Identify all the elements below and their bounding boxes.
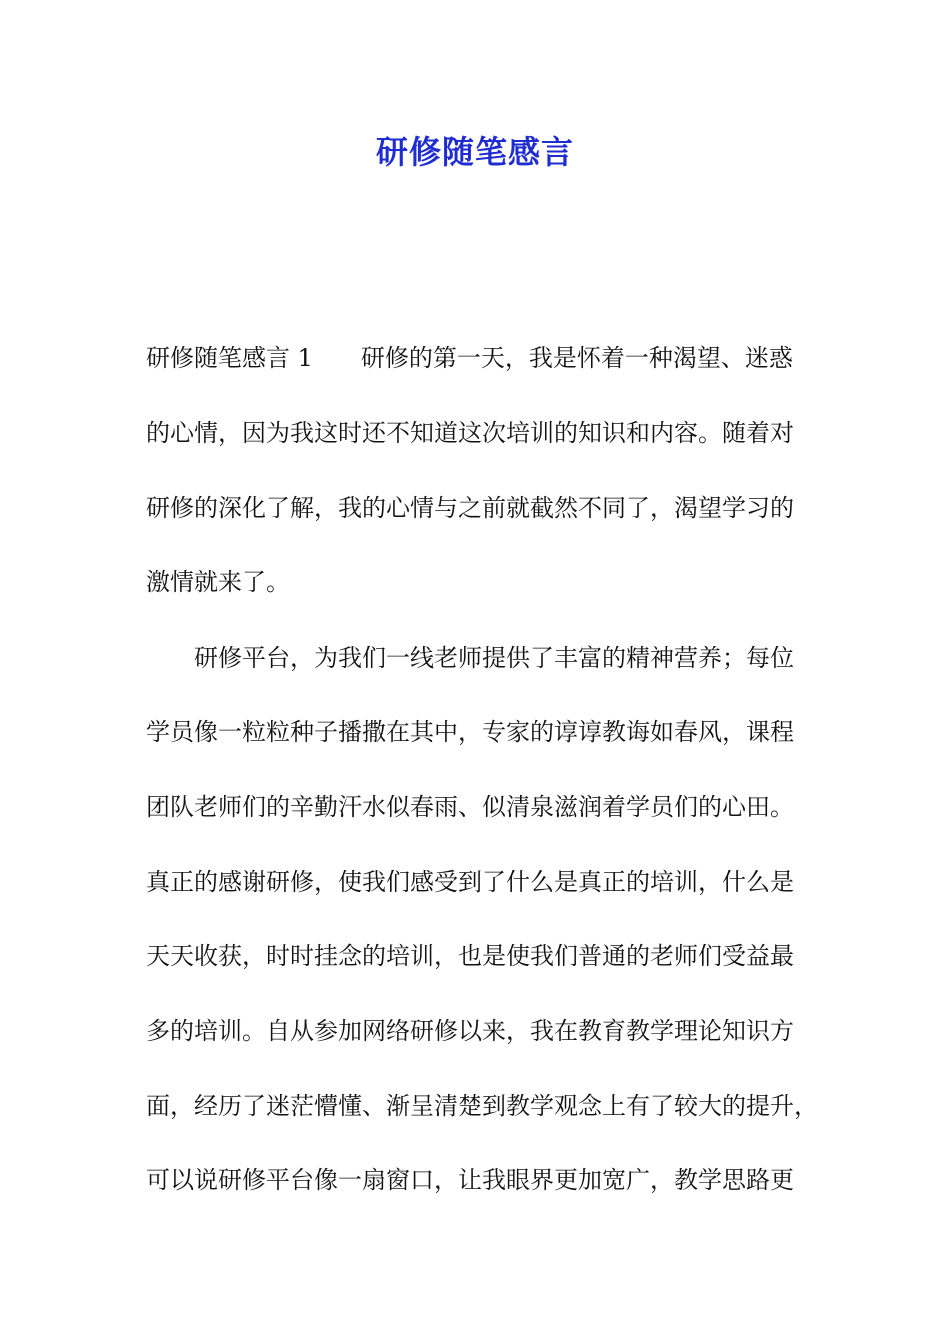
text-line: 的心情，因为我这时还不知道这次培训的知识和内容。随着对 — [146, 419, 794, 447]
text-line: 可以说研修平台像一扇窗口，让我眼界更加宽广，教学思路更 — [146, 1166, 794, 1194]
document-title: 研修随笔感言 — [375, 133, 574, 171]
text-line: 研修随笔感言 1 研修的第一天，我是怀着一种渴望、迷惑 — [146, 344, 793, 372]
text-line: 多的培训。自从参加网络研修以来，我在教育教学理论知识方 — [146, 1017, 794, 1045]
text-line: 学员像一粒粒种子播撒在其中，专家的谆谆教诲如春风，课程 — [146, 718, 794, 746]
text-line: 研修的深化了解，我的心情与之前就截然不同了，渴望学习的 — [146, 494, 794, 522]
text-line: 面，经历了迷茫懵懂、渐呈清楚到教学观念上有了较大的提升， — [146, 1092, 818, 1120]
text-line: 天天收获，时时挂念的培训，也是使我们普通的老师们受益最 — [146, 942, 794, 970]
text-line: 激情就来了。 — [146, 568, 290, 596]
text-line: 团队老师们的辛勤汗水似春雨、似清泉滋润着学员们的心田。 — [146, 793, 794, 821]
text-line: 真正的感谢研修，使我们感受到了什么是真正的培训，什么是 — [146, 868, 794, 896]
text-line: 研修平台，为我们一线老师提供了丰富的精神营养；每位 — [146, 644, 794, 672]
